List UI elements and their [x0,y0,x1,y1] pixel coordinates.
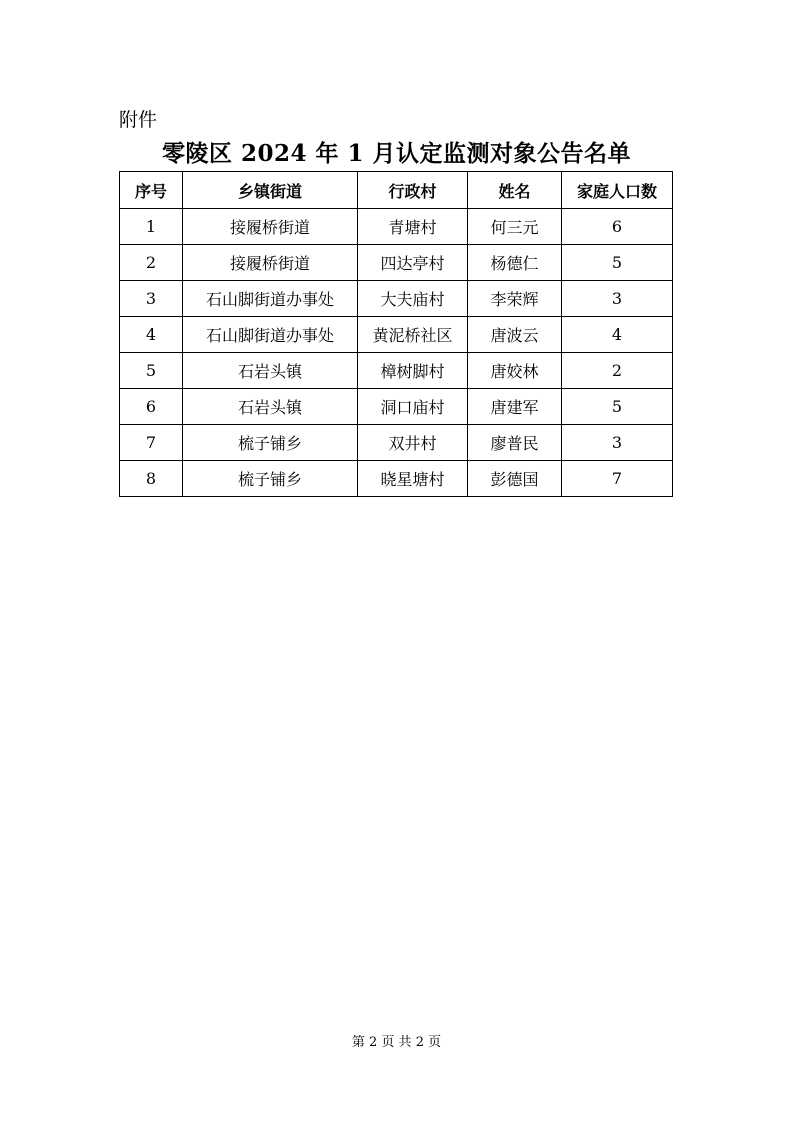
cell-village: 大夫庙村 [358,281,468,317]
table-row [120,317,673,353]
header-town-street: 乡镇街道 [183,172,358,209]
cell-serial-number: 5 [120,353,183,389]
header-village: 行政村 [358,172,468,209]
cell-town-street: 石山脚街道办事处 [183,317,358,353]
header-name: 姓名 [468,172,562,209]
cell-village: 双井村 [358,425,468,461]
page-footer: 第 2 页 共 2 页 [351,1035,442,1050]
document-title: 零陵区 2024 年 1 月认定监测对象公告名单 [161,140,632,167]
cell-town-street: 接履桥街道 [183,209,358,245]
cell-serial-number: 3 [120,281,183,317]
cell-household-size: 4 [562,317,673,353]
table-row [120,245,673,281]
cell-name: 何三元 [468,209,562,245]
cell-household-size: 5 [562,389,673,425]
cell-town-street: 梳子铺乡 [183,425,358,461]
cell-village: 四达亭村 [358,245,468,281]
cell-household-size: 3 [562,425,673,461]
cell-serial-number: 4 [120,317,183,353]
cell-household-size: 2 [562,353,673,389]
cell-household-size: 7 [562,461,673,497]
cell-name: 唐建军 [468,389,562,425]
header-serial-number: 序号 [120,172,183,209]
cell-serial-number: 6 [120,389,183,425]
cell-town-street: 石岩头镇 [183,353,358,389]
cell-serial-number: 7 [120,425,183,461]
cell-household-size: 5 [562,245,673,281]
cell-serial-number: 1 [120,209,183,245]
cell-village: 黄泥桥社区 [358,317,468,353]
cell-name: 唐波云 [468,317,562,353]
attachment-label: 附件 [119,109,158,131]
cell-village: 晓星塘村 [358,461,468,497]
cell-serial-number: 8 [120,461,183,497]
cell-village: 樟树脚村 [358,353,468,389]
cell-town-street: 石岩头镇 [183,389,358,425]
table-header-row [120,172,673,209]
cell-serial-number: 2 [120,245,183,281]
table-row [120,389,673,425]
cell-town-street: 梳子铺乡 [183,461,358,497]
cell-name: 唐姣林 [468,353,562,389]
cell-village: 洞口庙村 [358,389,468,425]
table-row [120,281,673,317]
cell-town-street: 接履桥街道 [183,245,358,281]
cell-name: 彭德国 [468,461,562,497]
cell-name: 廖普民 [468,425,562,461]
header-household-size: 家庭人口数 [562,172,673,209]
cell-household-size: 6 [562,209,673,245]
table-row [120,353,673,389]
cell-household-size: 3 [562,281,673,317]
table-row [120,209,673,245]
cell-name: 杨德仁 [468,245,562,281]
table-row [120,425,673,461]
cell-name: 李荣辉 [468,281,562,317]
table-row [120,461,673,497]
cell-village: 青塘村 [358,209,468,245]
monitoring-roster-table [119,171,673,497]
cell-town-street: 石山脚街道办事处 [183,281,358,317]
